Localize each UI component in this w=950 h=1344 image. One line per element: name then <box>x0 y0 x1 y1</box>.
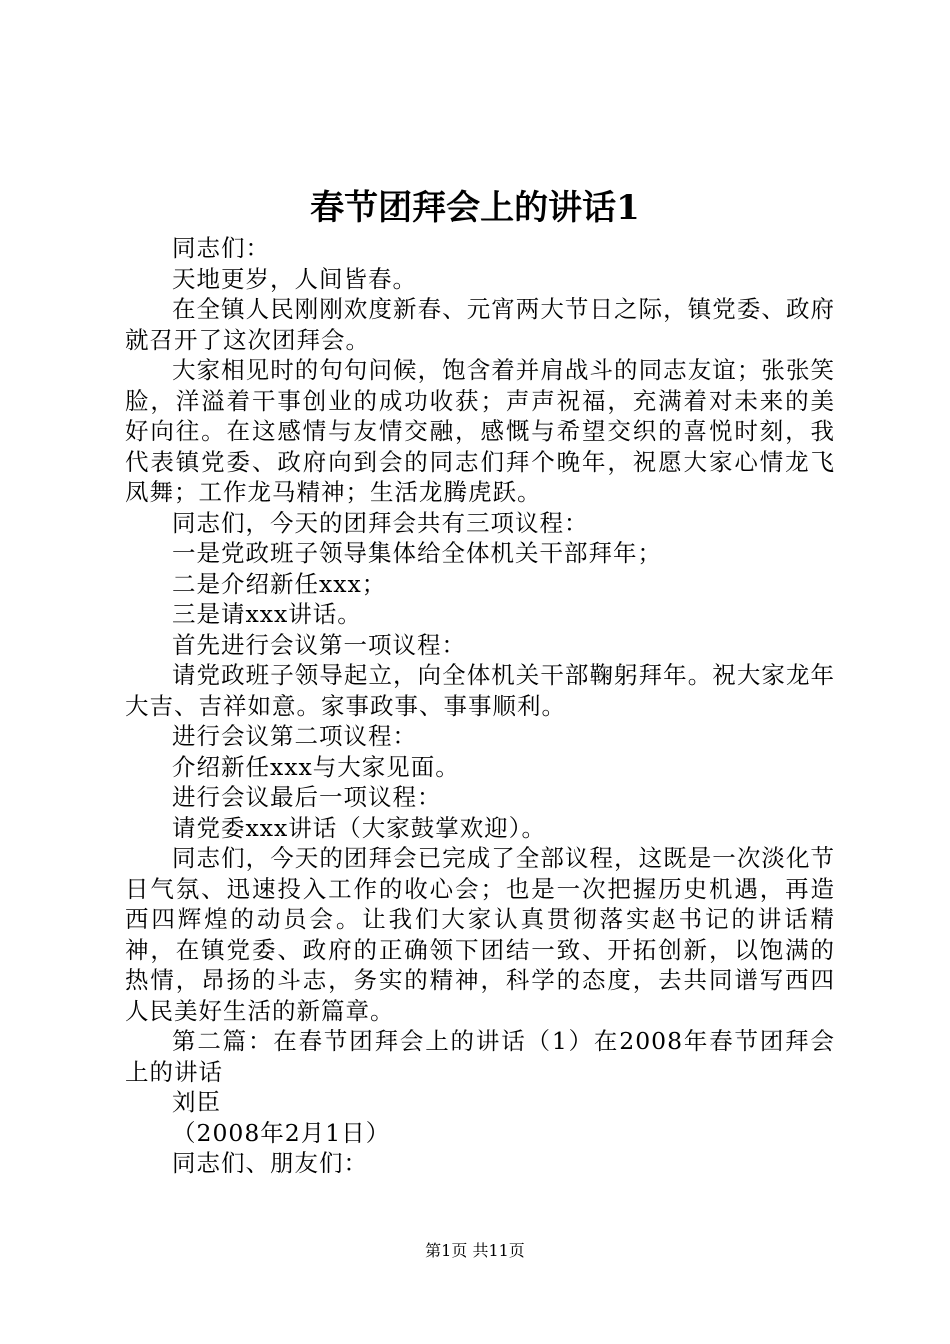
paragraph: 同志们： <box>172 234 270 262</box>
paragraph: 介绍新任xxx与大家见面。 <box>172 752 460 781</box>
page-footer: 第1页 共11页 <box>425 1241 525 1260</box>
document-title: 春节团拜会上的讲话1 <box>310 188 640 228</box>
paragraph: 首先进行会议第一项议程： <box>172 630 466 659</box>
paragraph: 大家相见时的句句问候，饱含着并肩战斗的同志友谊；张张笑脸，洋溢着干事创业的成功收获；声声祝福，充满着对未来的美好向往。在这感情与友情交融，感慨与希望交织的喜悦时刻，我代表镇党委、政府向到会的同志们拜个晚年，祝愿大家心情龙飞凤舞；工作龙马精神；生活龙腾虎跃。 <box>125 356 835 506</box>
paragraph: 天地更岁，人间皆春。 <box>172 264 417 293</box>
paragraph: 在全镇人民刚刚欢度新春、元宵两大节日之际，镇党委、政府就召开了这次团拜会。 <box>125 295 835 354</box>
paragraph: 同志们，今天的团拜会已完成了全部议程，这既是一次淡化节日气氛、迅速投入工作的收心会；也是一次把握历史机遇，再造西四辉煌的动员会。让我们大家认真贯彻落实赵书记的讲话精神，在镇党委、政府的正确领下团结一致、开拓创新，以饱满的热情，昂扬的斗志，务实的精神，科学的态度，去共同谱写西四人民美好生活的新篇章。 <box>125 844 835 1025</box>
speech-date: （2008年2月1日） <box>172 1118 391 1147</box>
paragraph: 同志们，今天的团拜会共有三项议程： <box>172 508 589 537</box>
paragraph: 一是党政班子领导集体给全体机关干部拜年； <box>172 539 662 567</box>
section-heading: 第二篇：在春节团拜会上的讲话（1）在2008年春节团拜会上的讲话 <box>125 1027 835 1086</box>
paragraph: 请党委xxx讲话（大家鼓掌欢迎）。 <box>172 813 547 842</box>
paragraph: 进行会议最后一项议程： <box>172 783 442 811</box>
paragraph: 二是介绍新任xxx； <box>172 569 387 598</box>
paragraph: 请党政班子领导起立，向全体机关干部鞠躬拜年。祝大家龙年大吉、吉祥如意。家事政事、事事顺利。 <box>125 661 835 720</box>
paragraph: 同志们、朋友们： <box>172 1149 368 1177</box>
paragraph: 进行会议第二项议程： <box>172 722 417 750</box>
document-body <box>125 233 835 1179</box>
author-name: 刘臣 <box>172 1088 221 1116</box>
paragraph: 三是请xxx讲话。 <box>172 600 362 628</box>
